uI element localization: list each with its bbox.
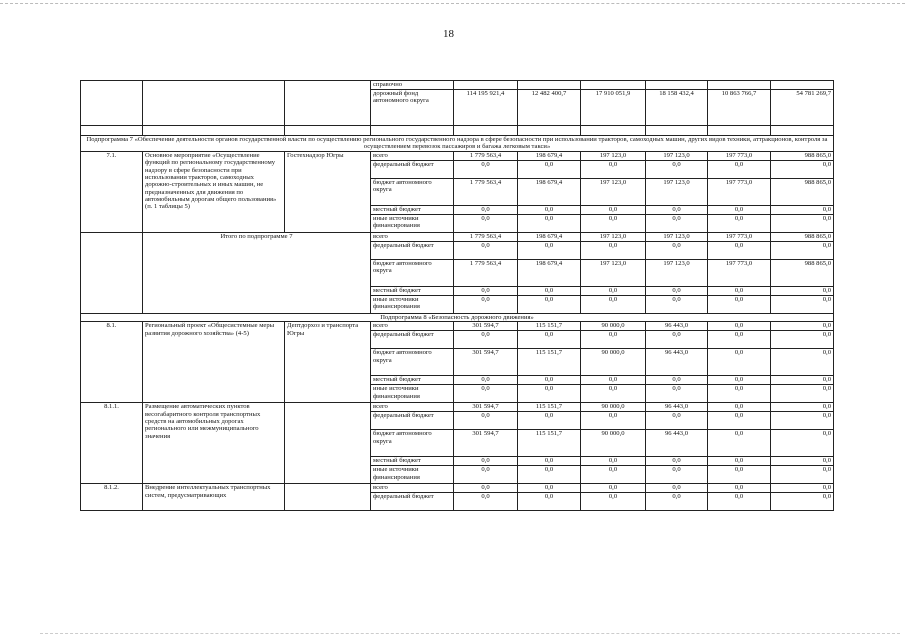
amount-cell: 0,0 [708,295,771,313]
funding-source-cell: всего [371,322,454,331]
empty-cell [454,126,518,136]
amount-cell: 198 679,4 [518,178,581,205]
amount-cell: 115 151,7 [518,349,581,376]
amount-cell: 0,0 [708,205,771,214]
amount-cell: 988 865,0 [771,232,834,241]
funding-source-cell: федеральный бюджет [371,241,454,259]
amount-cell: 0,0 [646,214,708,232]
amount-cell [518,81,581,90]
amount-cell: 197 123,0 [646,259,708,286]
amount-cell: 0,0 [581,466,646,484]
amount-cell: 54 781 269,7 [771,90,834,126]
amount-cell: 115 151,7 [518,322,581,331]
amount-cell: 0,0 [454,331,518,349]
amount-cell: 0,0 [454,214,518,232]
amount-cell [771,81,834,90]
amount-cell: 197 773,0 [708,259,771,286]
scan-top-edge [0,3,905,4]
amount-cell: 197 773,0 [708,178,771,205]
amount-cell: 197 773,0 [708,151,771,160]
amount-cell: 0,0 [454,205,518,214]
table-row [81,232,834,241]
amount-cell: 301 594,7 [454,403,518,412]
amount-cell: 988 865,0 [771,178,834,205]
funding-source-cell: всего [371,151,454,160]
amount-cell: 197 123,0 [581,178,646,205]
table-row [81,81,834,90]
amount-cell: 0,0 [581,295,646,313]
amount-cell: 0,0 [454,295,518,313]
amount-cell: 96 443,0 [646,322,708,331]
funding-source-cell: федеральный бюджет [371,412,454,430]
amount-cell: 0,0 [771,214,834,232]
amount-cell: 0,0 [454,457,518,466]
empty-cell [518,126,581,136]
amount-cell: 0,0 [581,286,646,295]
funding-source-cell: дорожный фонд автономного округа [371,90,454,126]
amount-cell: 0,0 [771,286,834,295]
subprogram-heading-row [81,313,834,321]
amount-cell: 0,0 [771,205,834,214]
amount-cell: 96 443,0 [646,430,708,457]
empty-cell [81,126,143,136]
empty-cell [581,126,646,136]
amount-cell: 115 151,7 [518,403,581,412]
amount-cell: 0,0 [646,457,708,466]
amount-cell: 0,0 [646,241,708,259]
subprogram-heading-row [81,136,834,152]
amount-cell [581,81,646,90]
amount-cell: 0,0 [454,385,518,403]
subprogram-8-title: Подпрограмма 8 «Безопасность дорожного движения» [81,313,834,321]
amount-cell: 0,0 [518,457,581,466]
amount-cell: 0,0 [518,295,581,313]
amount-cell: 197 123,0 [581,259,646,286]
amount-cell: 0,0 [771,484,834,493]
page-number: 18 [443,28,454,40]
item-name: Внедрение интеллектуальных транспортных систем, предусматривающих [143,484,285,511]
amount-cell: 0,0 [581,484,646,493]
amount-cell: 0,0 [518,385,581,403]
amount-cell: 0,0 [646,385,708,403]
amount-cell: 0,0 [581,376,646,385]
amount-cell: 0,0 [581,385,646,403]
amount-cell: 0,0 [708,241,771,259]
funding-source-cell: иные источники финансирования [371,466,454,484]
amount-cell: 0,0 [708,376,771,385]
amount-cell: 96 443,0 [646,403,708,412]
amount-cell: 0,0 [708,214,771,232]
table-row [81,484,834,493]
funding-source-cell: федеральный бюджет [371,160,454,178]
amount-cell: 0,0 [771,493,834,511]
financing-table [80,80,834,511]
amount-cell: 0,0 [708,466,771,484]
amount-cell: 0,0 [581,412,646,430]
number-cell [81,81,143,126]
item-executor: Гостехнадзор Югры [285,151,371,232]
spacer-row [81,126,834,136]
amount-cell: 90 000,0 [581,322,646,331]
amount-cell: 0,0 [454,160,518,178]
amount-cell: 0,0 [454,376,518,385]
amount-cell: 0,0 [771,349,834,376]
amount-cell: 0,0 [581,241,646,259]
amount-cell: 197 123,0 [581,151,646,160]
item-name: Основное мероприятие «Осуществление функций по региональному государственному надзору в сфере безопасности при использовании тракторов, самоходных дорожно-строительных и иных машин, не предназначенных для движения по автомобильным дорогам общего пользования» (п. 1 таблицы 5) [143,151,285,232]
amount-cell: 0,0 [771,412,834,430]
table-row [81,403,834,412]
amount-cell: 90 000,0 [581,403,646,412]
amount-cell: 0,0 [771,322,834,331]
amount-cell: 301 594,7 [454,349,518,376]
amount-cell: 197 123,0 [646,178,708,205]
amount-cell: 0,0 [771,331,834,349]
amount-cell: 1 779 563,4 [454,259,518,286]
amount-cell: 0,0 [518,412,581,430]
amount-cell: 0,0 [518,376,581,385]
amount-cell: 198 679,4 [518,259,581,286]
amount-cell: 0,0 [771,457,834,466]
empty-cell [646,126,708,136]
item-executor [285,403,371,484]
amount-cell: 0,0 [454,484,518,493]
amount-cell: 12 482 400,7 [518,90,581,126]
funding-source-cell: справочно [371,81,454,90]
name-cell [143,81,285,126]
amount-cell: 18 158 432,4 [646,90,708,126]
amount-cell: 90 000,0 [581,430,646,457]
amount-cell: 0,0 [581,493,646,511]
amount-cell: 0,0 [581,331,646,349]
amount-cell: 0,0 [581,160,646,178]
amount-cell: 198 679,4 [518,151,581,160]
amount-cell: 0,0 [708,457,771,466]
empty-cell [143,126,285,136]
amount-cell: 0,0 [646,412,708,430]
amount-cell: 17 910 051,9 [581,90,646,126]
funding-source-cell: местный бюджет [371,457,454,466]
funding-source-cell: иные источники финансирования [371,214,454,232]
funding-source-cell: всего [371,403,454,412]
funding-source-cell: федеральный бюджет [371,493,454,511]
amount-cell: 0,0 [646,331,708,349]
item-name: Региональный проект «Общесистемные меры развития дорожного хозяйства» (4-5) [143,322,285,403]
amount-cell: 197 773,0 [708,232,771,241]
empty-cell [371,126,454,136]
amount-cell: 0,0 [771,403,834,412]
item-executor [285,484,371,511]
table-row [81,322,834,331]
item-number: 8.1. [81,322,143,403]
amount-cell: 0,0 [454,286,518,295]
item-name: Размещение автоматических пунктов весогабаритного контроля транспортных средств на автомобильных дорогах регионального или межмуниципального значения [143,403,285,484]
funding-source-cell: местный бюджет [371,376,454,385]
amount-cell: 0,0 [518,214,581,232]
scan-bottom-edge [40,633,900,634]
amount-cell: 96 443,0 [646,349,708,376]
amount-cell: 0,0 [646,484,708,493]
item-number: 8.1.2. [81,484,143,511]
amount-cell: 0,0 [708,493,771,511]
amount-cell: 0,0 [771,295,834,313]
amount-cell: 301 594,7 [454,322,518,331]
funding-source-cell: бюджет автономного округа [371,349,454,376]
funding-source-cell: бюджет автономного округа [371,259,454,286]
amount-cell: 0,0 [454,493,518,511]
funding-source-cell: всего [371,484,454,493]
amount-cell: 197 123,0 [646,232,708,241]
empty-cell [708,126,771,136]
amount-cell: 988 865,0 [771,151,834,160]
amount-cell: 0,0 [454,412,518,430]
amount-cell: 10 863 766,7 [708,90,771,126]
amount-cell: 0,0 [708,286,771,295]
amount-cell: 0,0 [708,385,771,403]
amount-cell: 115 151,7 [518,430,581,457]
amount-cell: 988 865,0 [771,259,834,286]
item-executor: Дептдорхоз и транспорта Югры [285,322,371,403]
funding-source-cell: всего [371,232,454,241]
amount-cell: 0,0 [771,376,834,385]
funding-source-cell: местный бюджет [371,205,454,214]
funding-source-cell: бюджет автономного округа [371,178,454,205]
amount-cell: 0,0 [646,376,708,385]
amount-cell: 0,0 [581,214,646,232]
amount-cell: 0,0 [518,493,581,511]
amount-cell: 0,0 [771,241,834,259]
amount-cell: 1 779 563,4 [454,151,518,160]
amount-cell: 0,0 [518,160,581,178]
amount-cell: 90 000,0 [581,349,646,376]
amount-cell: 114 195 921,4 [454,90,518,126]
funding-source-cell: иные источники финансирования [371,295,454,313]
item-number: 7.1. [81,151,143,232]
amount-cell: 0,0 [708,412,771,430]
amount-cell: 0,0 [518,466,581,484]
amount-cell: 1 779 563,4 [454,178,518,205]
amount-cell: 301 594,7 [454,430,518,457]
amount-cell: 0,0 [771,160,834,178]
empty-cell [285,126,371,136]
number-cell [81,232,143,313]
funding-source-cell: местный бюджет [371,286,454,295]
amount-cell: 0,0 [581,457,646,466]
amount-cell: 0,0 [708,322,771,331]
amount-cell: 197 123,0 [646,151,708,160]
empty-cell [771,126,834,136]
amount-cell: 0,0 [646,160,708,178]
amount-cell: 1 779 563,4 [454,232,518,241]
amount-cell: 0,0 [518,331,581,349]
amount-cell: 0,0 [646,205,708,214]
amount-cell: 0,0 [518,241,581,259]
amount-cell [646,81,708,90]
amount-cell [708,81,771,90]
amount-cell: 0,0 [708,430,771,457]
amount-cell: 0,0 [708,160,771,178]
amount-cell: 0,0 [518,484,581,493]
amount-cell: 0,0 [771,466,834,484]
amount-cell: 0,0 [646,493,708,511]
amount-cell: 197 123,0 [581,232,646,241]
table-row [81,151,834,160]
funding-source-cell: федеральный бюджет [371,331,454,349]
amount-cell: 0,0 [646,286,708,295]
item-number: 8.1.1. [81,403,143,484]
amount-cell: 198 679,4 [518,232,581,241]
amount-cell: 0,0 [454,241,518,259]
funding-source-cell: бюджет автономного округа [371,430,454,457]
amount-cell: 0,0 [646,295,708,313]
amount-cell [454,81,518,90]
amount-cell: 0,0 [771,385,834,403]
subprogram-7-total-label: Итого по подпрограмме 7 [143,232,371,313]
amount-cell: 0,0 [454,466,518,484]
amount-cell: 0,0 [518,205,581,214]
amount-cell: 0,0 [708,484,771,493]
amount-cell: 0,0 [708,331,771,349]
executor-cell [285,81,371,126]
amount-cell: 0,0 [581,205,646,214]
amount-cell: 0,0 [771,430,834,457]
amount-cell: 0,0 [518,286,581,295]
amount-cell: 0,0 [708,403,771,412]
amount-cell: 0,0 [646,466,708,484]
funding-source-cell: иные источники финансирования [371,385,454,403]
subprogram-7-title: Подпрограмма 7 «Обеспечение деятельности органов государственной власти по осуществлению регионального государственного надзора в сфере безопасности при использовании тракторов, самоходных машин, других видов техники, аттракционов, контроля за осуществлением перевозок пассажиров и багажа легковым такси» [81,136,834,152]
amount-cell: 0,0 [708,349,771,376]
